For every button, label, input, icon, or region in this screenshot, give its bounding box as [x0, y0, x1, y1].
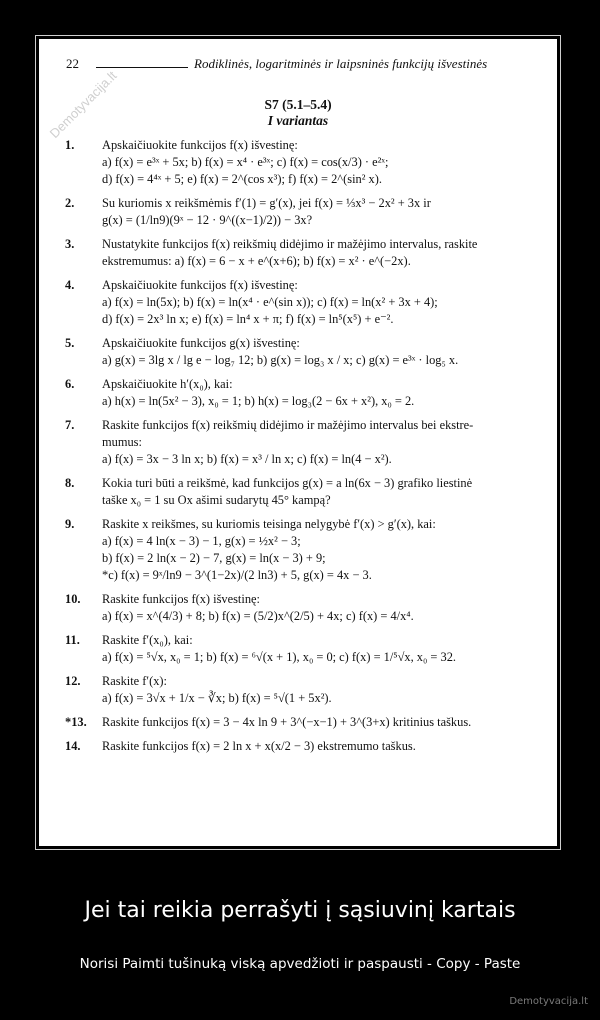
problem-line: Apskaičiuokite funkcijos f(x) išvestinę: — [102, 278, 298, 292]
problem-item — [65, 195, 547, 229]
problem-line: Raskite funkcijos f(x) = 3 − 4x ln 9 + 3^(−x−1) + 3^(3+x) kritinius taškus. — [102, 715, 472, 729]
problem-number: 12. — [65, 674, 81, 688]
problem-line: a) g(x) = 3lg x / lg e − log₇ 12; b) g(x) = log₃ x / x; c) g(x) = e³ˣ · log₅ x. — [102, 353, 459, 367]
textbook-page — [39, 39, 557, 846]
problem-line: Raskite funkcijos f(x) reikšmių didėjimo ir mažėjimo intervalus bei ekstre- — [102, 418, 474, 432]
header-title: Rodiklinės, logaritminės ir laipsninės funkcijų išvestinės — [194, 56, 488, 71]
problem-number: 9. — [65, 517, 75, 531]
problem-number: 1. — [65, 138, 75, 152]
problem-line: Raskite f′(x): — [102, 674, 167, 688]
poster-frame — [35, 35, 561, 850]
problem-item — [65, 738, 547, 755]
problem-line: ekstremumus: a) f(x) = 6 − x + e^(x+6); b) f(x) = x² · e^(−2x). — [102, 254, 411, 268]
problem-number: *13. — [65, 715, 87, 729]
problem-line: d) f(x) = 2x³ ln x; e) f(x) = ln⁴ x + π; f) f(x) = ln⁵(x⁵) + e⁻². — [102, 312, 394, 326]
problem-line: Su kuriomis x reikšmėmis f′(1) = g′(x), jei f(x) = ⅓x³ − 2x² + 3x ir — [102, 196, 431, 210]
problem-line: a) f(x) = ⁵√x, x₀ = 1; b) f(x) = ⁶√(x + 1), x₀ = 0; c) f(x) = 1/⁵√x, x₀ = 32. — [102, 650, 456, 664]
caption-title: Jei tai reikia perrašyti į sąsiuvinį kartais — [84, 898, 516, 923]
problem-line: *c) f(x) = 9ˣ/ln9 − 3^(1−2x)/(2 ln3) + 5, g(x) = 4x − 3. — [102, 568, 372, 582]
problem-list — [65, 137, 547, 762]
problem-item — [65, 475, 547, 509]
problem-body — [102, 738, 547, 755]
section-title: S7 (5.1–5.4) — [264, 97, 332, 112]
problem-body — [102, 516, 547, 584]
problem-number: 14. — [65, 739, 81, 753]
problem-line: Raskite f′(x₀), kai: — [102, 633, 193, 647]
problem-item — [65, 376, 547, 410]
problem-line: Raskite x reikšmes, su kuriomis teisinga nelygybė f′(x) > g′(x), kai: — [102, 517, 436, 531]
problem-number: 2. — [65, 196, 75, 210]
problem-number: 7. — [65, 418, 75, 432]
problem-line: mumus: — [102, 435, 142, 449]
problem-body — [102, 673, 547, 707]
problem-number: 4. — [65, 278, 75, 292]
problem-line: a) h(x) = ln(5x² − 3), x₀ = 1; b) h(x) = log₃(2 − 6x + x²), x₀ = 2. — [102, 394, 415, 408]
problem-line: Apskaičiuokite h′(x₀), kai: — [102, 377, 233, 391]
problem-line: Raskite funkcijos f(x) išvestinę: — [102, 592, 260, 606]
caption-subtitle: Norisi Paimti tušinuką viską apvedžioti ir paspausti - Copy - Paste — [79, 956, 521, 972]
problem-number: 5. — [65, 336, 75, 350]
problem-number: 3. — [65, 237, 75, 251]
problem-item — [65, 277, 547, 328]
problem-line: Apskaičiuokite funkcijos g(x) išvestinę: — [102, 336, 300, 350]
problem-body — [102, 376, 547, 410]
problem-line: Kokia turi būti a reikšmė, kad funkcijos g(x) = a ln(6x − 3) grafiko liestinė — [102, 476, 473, 490]
problem-line: taške x₀ = 1 su Ox ašimi sudarytų 45° kampą? — [102, 493, 331, 507]
problem-item — [65, 632, 547, 666]
problem-line: a) f(x) = e³ˣ + 5x; b) f(x) = x⁴ · e³ˣ; c) f(x) = cos(x/3) · e²ˣ; — [102, 155, 389, 169]
problem-item — [65, 673, 547, 707]
problem-body — [102, 277, 547, 328]
problem-line: a) f(x) = x^(4/3) + 8; b) f(x) = (5/2)x^(2/5) + 4x; c) f(x) = 4/x⁴. — [102, 609, 414, 623]
problem-line: a) f(x) = 3√x + 1/x − ∛x; b) f(x) = ⁵√(1 + 5x²). — [102, 691, 332, 705]
problem-number: 11. — [65, 633, 80, 647]
problem-line: g(x) = (1/ln9)(9ˣ − 12 · 9^((x−1)/2)) − 3x? — [102, 213, 313, 227]
problem-item — [65, 335, 547, 369]
problem-line: d) f(x) = 4⁴ˣ + 5; e) f(x) = 2^(cos x³); f) f(x) = 2^(sin² x). — [102, 172, 382, 186]
problem-body — [102, 714, 547, 731]
problem-line: Nustatykite funkcijos f(x) reikšmių didėjimo ir mažėjimo intervalus, raskite — [102, 237, 478, 251]
problem-body — [102, 137, 547, 188]
problem-body — [102, 591, 547, 625]
problem-body — [102, 335, 547, 369]
page-number: 22 — [66, 56, 79, 71]
problem-body — [102, 236, 547, 270]
problem-line: b) f(x) = 2 ln(x − 2) − 7, g(x) = ln(x − 3) + 9; — [102, 551, 326, 565]
problem-body — [102, 417, 547, 468]
problem-item — [65, 417, 547, 468]
page-header — [66, 56, 539, 72]
problem-line: Raskite funkcijos f(x) = 2 ln x + x(x/2 − 3) ekstremumo taškus. — [102, 739, 416, 753]
problem-number: 8. — [65, 476, 75, 490]
problem-line: a) f(x) = 3x − 3 ln x; b) f(x) = x³ / ln x; c) f(x) = ln(4 − x²). — [102, 452, 392, 466]
problem-number: 10. — [65, 592, 81, 606]
problem-line: Apskaičiuokite funkcijos f(x) išvestinę: — [102, 138, 298, 152]
watermark: Demotyvacija.lt — [46, 68, 120, 141]
header-rule — [96, 67, 188, 68]
problem-line: a) f(x) = 4 ln(x − 3) − 1, g(x) = ½x² − 3; — [102, 534, 301, 548]
problem-item — [65, 236, 547, 270]
problem-line: a) f(x) = ln(5x); b) f(x) = ln(x⁴ · e^(sin x)); c) f(x) = ln(x² + 3x + 4); — [102, 295, 438, 309]
problem-body — [102, 632, 547, 666]
problem-body — [102, 195, 547, 229]
problem-item — [65, 516, 547, 584]
problem-item — [65, 591, 547, 625]
variant-title: I variantas — [267, 113, 329, 128]
brand-label: Demotyvacija.lt — [509, 996, 588, 1007]
problem-body — [102, 475, 547, 509]
problem-item — [65, 714, 547, 731]
problem-item — [65, 137, 547, 188]
problem-number: 6. — [65, 377, 75, 391]
